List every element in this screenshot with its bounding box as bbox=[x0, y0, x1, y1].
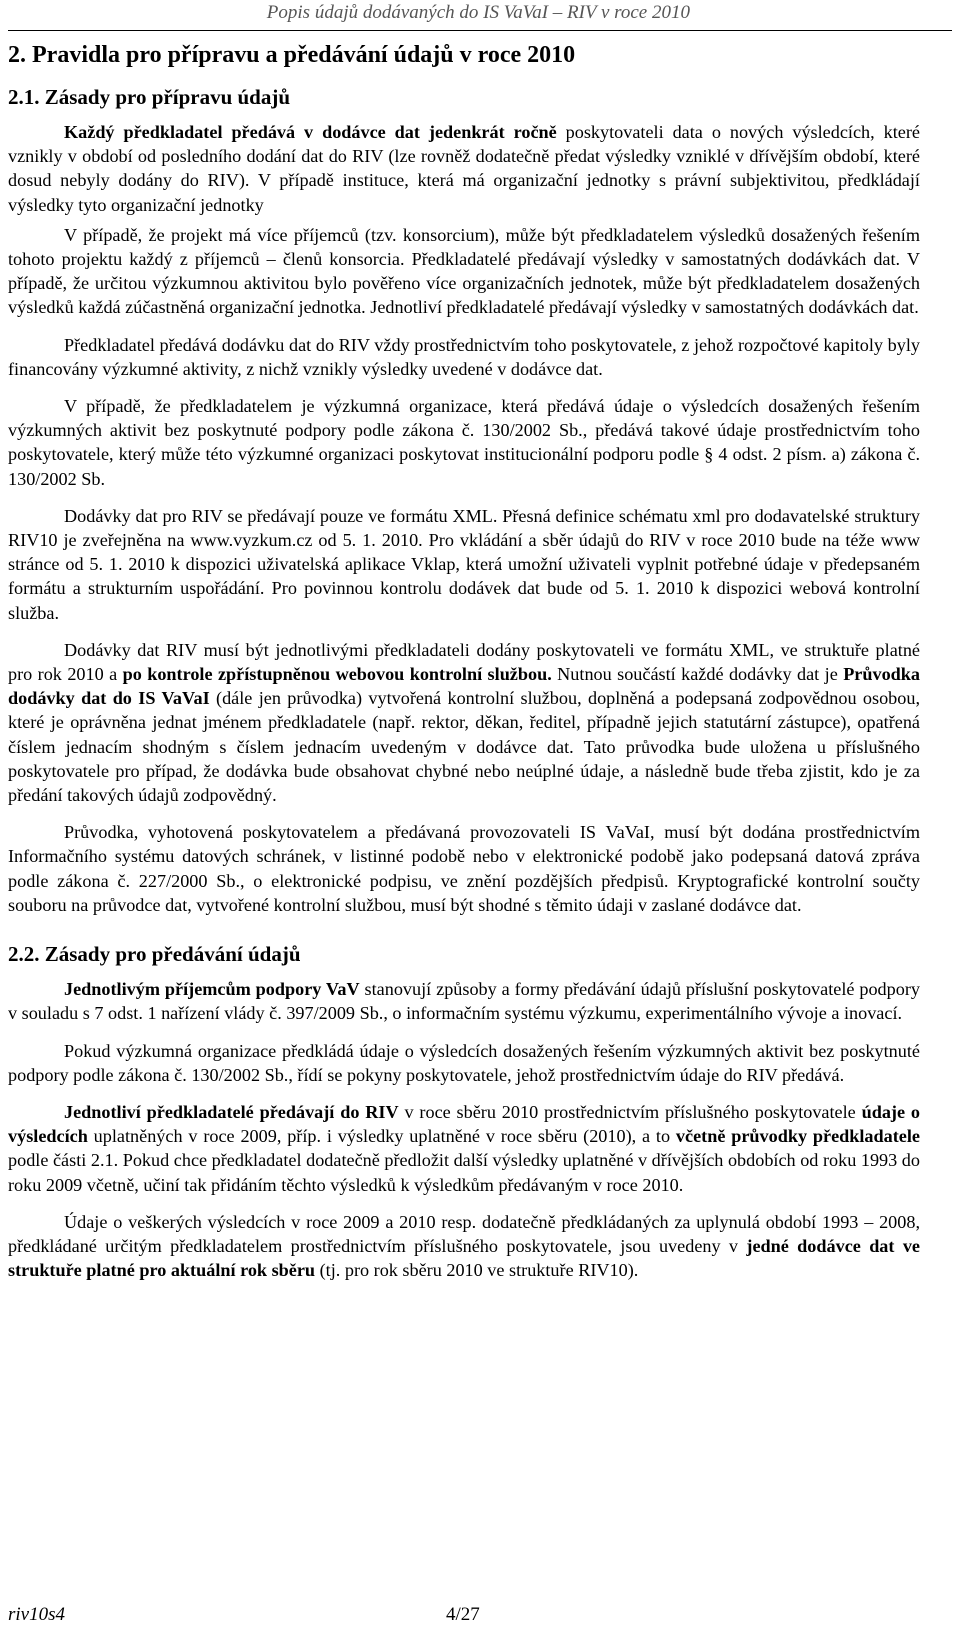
header-rule bbox=[8, 30, 952, 31]
section-2-1-title: 2.1. Zásady pro přípravu údajů bbox=[8, 85, 291, 109]
bold-phrase: Jednotlivým příjemcům podpory VaV bbox=[64, 979, 360, 1000]
section-2-1-paragraph-3: Předkladatel předává dodávku dat do RIV vždy prostřednictvím toho poskytovatele, z jehož rozpočtové kapitoly byly financovány výzkumné aktivity, z nichž vznikly výsledky uvedené v dodávce dat. bbox=[8, 334, 920, 379]
section-2-2-paragraph-4 bbox=[8, 1210, 920, 1283]
chapter-title: 2. Pravidla pro přípravu a předávání údajů v roce 2010 bbox=[8, 42, 576, 68]
section-title-text: Zásady pro předávání údajů bbox=[44, 942, 301, 967]
section-2-2-paragraph-3 bbox=[8, 1100, 920, 1197]
page-content bbox=[8, 38, 920, 1295]
section-number: 2.2. bbox=[8, 942, 40, 967]
paragraph-text: v roce sběru 2010 prostřednictvím příslušného poskytovatele bbox=[398, 1101, 862, 1122]
paragraph-text: uplatněných v roce 2009, příp. i výsledky uplatněné v roce sběru (2010), a to bbox=[87, 1126, 676, 1147]
section-2-1-paragraph-2: V případě, že projekt má více příjemců (tzv. konsorcium), může být předkladatelem výsledků dosažených řešením tohoto projektu každý z příjemců – členů konsorcia. Předkladatelé předávají výsledky v samostatných dodávkách dat. V případě, že určitou výzkumnou aktivitou bylo pověřeno více organizačních jednotek, může být předkladatelem dosažených výsledků každá zúčastněná organizační jednotka. Jednotliví předkladatelé předávají výsledky v samostatných dodávkách dat. bbox=[8, 224, 920, 318]
paragraph-text: Údaje o veškerých výsledcích v roce 2009 a 2010 resp. dodatečně předkládaných za uplynulá období 1993 – 2008, předkládané určitým předkladatelem prostřednictvím příslušného poskytovatele, jsou uvedeny v bbox=[8, 1211, 920, 1256]
paragraph-text: Dodávky dat RIV musí být jednotlivými předkladateli dodány poskytovateli ve formátu XML, ve struktuře platné pro rok 2010 a bbox=[8, 639, 920, 685]
bold-text: Každý předkladatel předává v dodávce dat bbox=[64, 122, 429, 142]
paragraph-text: Nutnou součástí každé dodávky dat je bbox=[551, 664, 844, 685]
section-2-1-paragraph-7: Průvodka, vyhotovená poskytovatelem a předávaná provozovateli IS VaVaI, musí být dodána prostřednictvím Informačního systému datových schránek, v listinné podobě nebo v elektronické podobě jako podepsaná datová zpráva podle zákona č. 227/2000 Sb., o elektronické podpisu, ve znění pozdějších předpisů. Kryptografické kontrolní součty souboru na průvodce dat, vytvořené kontrolní službou, musí být shodné s těmito údaji v zaslané dodávce dat. bbox=[8, 822, 920, 915]
bold-phrase: Jednotliví předkladatelé předávají do RIV bbox=[64, 1101, 399, 1122]
bold-phrase: včetně průvodky předkladatele bbox=[675, 1126, 920, 1147]
paragraph-text: (tj. pro rok sběru 2010 ve struktuře RIV10). bbox=[315, 1260, 639, 1281]
bold-phrase: po kontrole zpřístupněnou webovou kontrolní službou. bbox=[122, 664, 552, 685]
bold-phrase: jedenkrát ročně bbox=[428, 122, 557, 142]
bold-phrase: Průvodka dodávky dat do IS VaVaI bbox=[8, 664, 920, 709]
paragraph-text: stanovují způsoby a formy předávání údajů příslušní poskytovatelé podpory v souladu s 7 odst. 1 nařízení vlády č. 397/2009 Sb., o informačním systému výzkumu, experimentálního vývoje a inovací. bbox=[8, 979, 920, 1024]
running-head: Popis údajů dodávaných do IS VaVaI – RIV v roce 2010 bbox=[266, 2, 690, 23]
paragraph-text: podle části 2.1. Pokud chce předkladatel dodatečně předložit další výsledky uplatněné v dřívějších obdobích od roku 1993 do roku 2009 včetně, učiní tak přidáním těchto výsledků k výsledkům předávaným v roce 2010. bbox=[8, 1150, 920, 1195]
section-2-1-paragraph-6 bbox=[8, 638, 920, 807]
bold-phrase: údaje o výsledcích bbox=[8, 1101, 921, 1147]
footer-document-id: riv10s4 bbox=[8, 1604, 65, 1625]
paragraph-text: poskytovateli data o nových výsledcích, které vznikly v období od posledního dodání dat do RIV (lze rovněž dodatečně předat výsledky vzniklé v dřívějším období, které dosud nebyly dodány do RIV). V případě instituce, která má organizační jednotky s právní subjektivitou, předkládají výsledky tyto organizační jednotky bbox=[8, 122, 920, 215]
section-2-1-paragraph-5: Dodávky dat pro RIV se předávají pouze ve formátu XML. Přesná definice schématu xml pro dodavatelské struktury RIV10 je zveřejněna na www.vyzkum.cz od 5. 1. 2010. Pro vkládání a sběr údajů do RIV v roce 2010 bude na téže www stránce od 5. 1. 2010 k dispozici uživatelská aplikace Vklap, která umožní uživateli vyplnit potřebné údaje v předepsaném formátu a strukturním uspořádání. Pro povinnou kontrolu dodávek dat bude od 5. 1. 2010 k dispozici webová kontrolní služba. bbox=[8, 505, 920, 623]
section-2-1-paragraph-1 bbox=[8, 120, 920, 217]
section-2-1-paragraph-4: V případě, že předkladatelem je výzkumná organizace, která předává údaje o výsledcích dosažených řešením výzkumných aktivit bez poskytnuté podpory podle zákona č. 130/2002 Sb., předává takové údaje prostřednictvím toho poskytovatele, který může této výzkumné organizaci poskytovat institucionální podporu podle § 4 odst. 2 písm. a) zákona č. 130/2002 Sb. bbox=[8, 396, 920, 489]
footer-page-number: 4/27 bbox=[446, 1604, 480, 1625]
section-2-2-paragraph-2: Pokud výzkumná organizace předkládá údaje o výsledcích dosažených řešením výzkumných aktivit bez poskytnuté podpory podle zákona č. 130/2002 Sb., řídí se pokyny poskytovatele, jehož prostřednictvím údaje do RIV předává. bbox=[8, 1040, 920, 1085]
section-2-2-title bbox=[8, 939, 920, 969]
bold-phrase: jedné dodávce dat ve struktuře platné pro aktuální rok sběru bbox=[8, 1235, 920, 1281]
paragraph-text: (dále jen průvodka) vytvořená kontrolní službou, doplněná a podepsaná zodpovědnou osobou, které je oprávněna jednat jménem předkladatele (např. rektor, děkan, ředitel, případně jejich statutární zástupce), opatřená číslem jednacím shodným s číslem jednacím uvedeným v dodávce dat. Tato průvodka bude uložena u příslušného poskytovatele pro případ, že dodávka bude obsahovat chybné nebo neúplné údaje, a následně bude třeba zjistit, kdo je za předání takových údajů zodpovědný. bbox=[8, 688, 920, 806]
section-2-2-paragraph-1 bbox=[8, 977, 920, 1025]
